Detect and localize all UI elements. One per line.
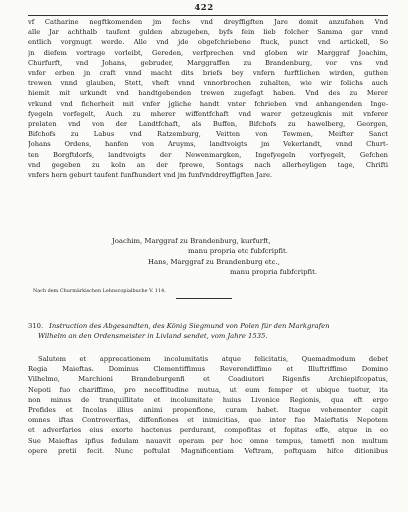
- heading-text: Instruction des Abgesandten, des König Siegmund von Polen für den Markgrafen: [49, 322, 330, 330]
- document-body: [28, 354, 388, 456]
- charter-line: vrkund vnd ficherheit mit vnfer jgliche handt vnter fchrieben vnd anhangenden Inge-: [28, 99, 388, 108]
- charter-line: jn diefem vortrage vorleibt, Gereden, verfprechen vnd globen wir Marggraf Joachim,: [28, 48, 388, 57]
- body-line: Nepoti fuo chariffimo, pro neceffitudine mutua, ut eum femper et ubique tuetur, ita: [28, 385, 388, 394]
- header-rule: [28, 15, 388, 16]
- heading-line: Wilhelm an den Ordensmeister in Livland sendet, vom Jahre 1535.: [38, 332, 268, 341]
- body-line: Vilhelmo, Marchioni Brandeburgenfi et Coadiutori Rigenfis Archiepifcopatus,: [28, 375, 388, 384]
- charter-line: prelaten vnd von der Landtfchaft, als Buffen, Bifchofs zu hawelberg, Georgen,: [28, 120, 388, 129]
- page-number: 422: [194, 3, 214, 13]
- charter-line: ten Borgftdorfs, landtvoigts der Newenmargken, Ingefyegeln vorfyegelt, Gefchen: [28, 150, 388, 159]
- heading-line: [28, 321, 388, 331]
- body-line: Prefides et Incolas illius animi propenfione, curam habet. Itaque vehementer capit: [28, 406, 388, 415]
- body-line: Regia Maieftas. Dominus Clementiffimus Reverendiffimo et Illuftriffimo Domino: [28, 365, 388, 374]
- signature-joachim: Joachim, Marggraf zu Brandenburg, kurfurft,: [112, 237, 271, 245]
- source-footnote: Nach dem Churmärkischen Lehnscopialbuche V. 114.: [33, 288, 166, 294]
- charter-line: vnfers hern geburt taufent funfhundert vnd jm funfvnddreyffigften Jare.: [28, 171, 273, 180]
- signature-hans-subscript: manu propria fubfcripfit.: [230, 268, 318, 276]
- body-line: non minus de tranquillitate et incolumitate huius Livonice Regionis, qua eft ergo: [28, 395, 388, 404]
- charter-line: entlich vorgnugt werde. Alle vnd jde obgefchriebene ftuck, punct vnd artickell, So: [28, 38, 388, 47]
- charter-line: Churfurft, vnd Johans, gebruder, Marggraffen zu Brandenburg, vor vns vnd: [28, 58, 388, 67]
- charter-line: vnfer erben jn craft vnnd macht dits briefs bey vnfern furftlichen wirden, guthen: [28, 69, 388, 78]
- body-line: Sue Maieftas ipfius fedulam nauavit operam per hoc omne tempus, tametfi non multum: [28, 436, 388, 445]
- charter-line: Johans Ordens, hanfen von Aruyms, landtvoigts jm Vekerlandt, vnnd Churt-: [28, 140, 388, 149]
- body-line: et adverfarios eius exorte hactenus perdurant, compofitas et fopitas effe, atque in eo: [28, 426, 388, 435]
- charter-line: vnd gegeben zu koln an der fprewe, Sontags nach allerheyligen tage, Chrifti: [28, 160, 388, 169]
- signature-joachim-subscript: manu propria etc fubfcripfit.: [188, 247, 288, 255]
- body-line: omnes iftas Controverfias, diffenfiones et inimicitias, que inter fue Maieftatis Nepotem: [28, 416, 388, 425]
- document-heading: [28, 321, 388, 341]
- body-line: opere pretii fecit. Nunc poftulat Magnificentiam Veftram, poftquam hifce ditionibus: [28, 446, 388, 455]
- charter-line: vf Catharine negftkomenden jm fechs vnd dreyffigften Jare domit anzufahen Vnd: [28, 18, 388, 26]
- charter-line: trewen vnnd glauben, Stett, vheft vnnd vnnorbrochen zuhalten, wie wir folichs auch: [28, 79, 388, 88]
- charter-line: fyegeln vorfegelt, Auch zu mherer wiffentfchaft vnd warer getzeugknis mit vnferer: [28, 109, 388, 118]
- charter-line: Bifchofs zu Labus vnd Ratzemburg, Veitten von Tewmen, Meifter Sanct: [28, 130, 388, 139]
- charter-line: alle Jar achthalb taufent gulden abzugeben, byfs fein lieb folcher Samma gar vnnd: [28, 28, 388, 37]
- document-number: 310.: [28, 322, 44, 330]
- charter-line: hiemit mit urkundt vnd handtgebenden trewen zugefagt haben. Vnd des zu Merer: [28, 89, 388, 98]
- section-separator: [176, 298, 232, 299]
- charter-text: [28, 17, 388, 180]
- body-line: Salutem et apprecationem incolumitatis atque felicitatis, Quemadmodum debet: [38, 355, 388, 363]
- signature-hans: Hans, Marggraf zu Brandenburg etc.,: [148, 258, 280, 266]
